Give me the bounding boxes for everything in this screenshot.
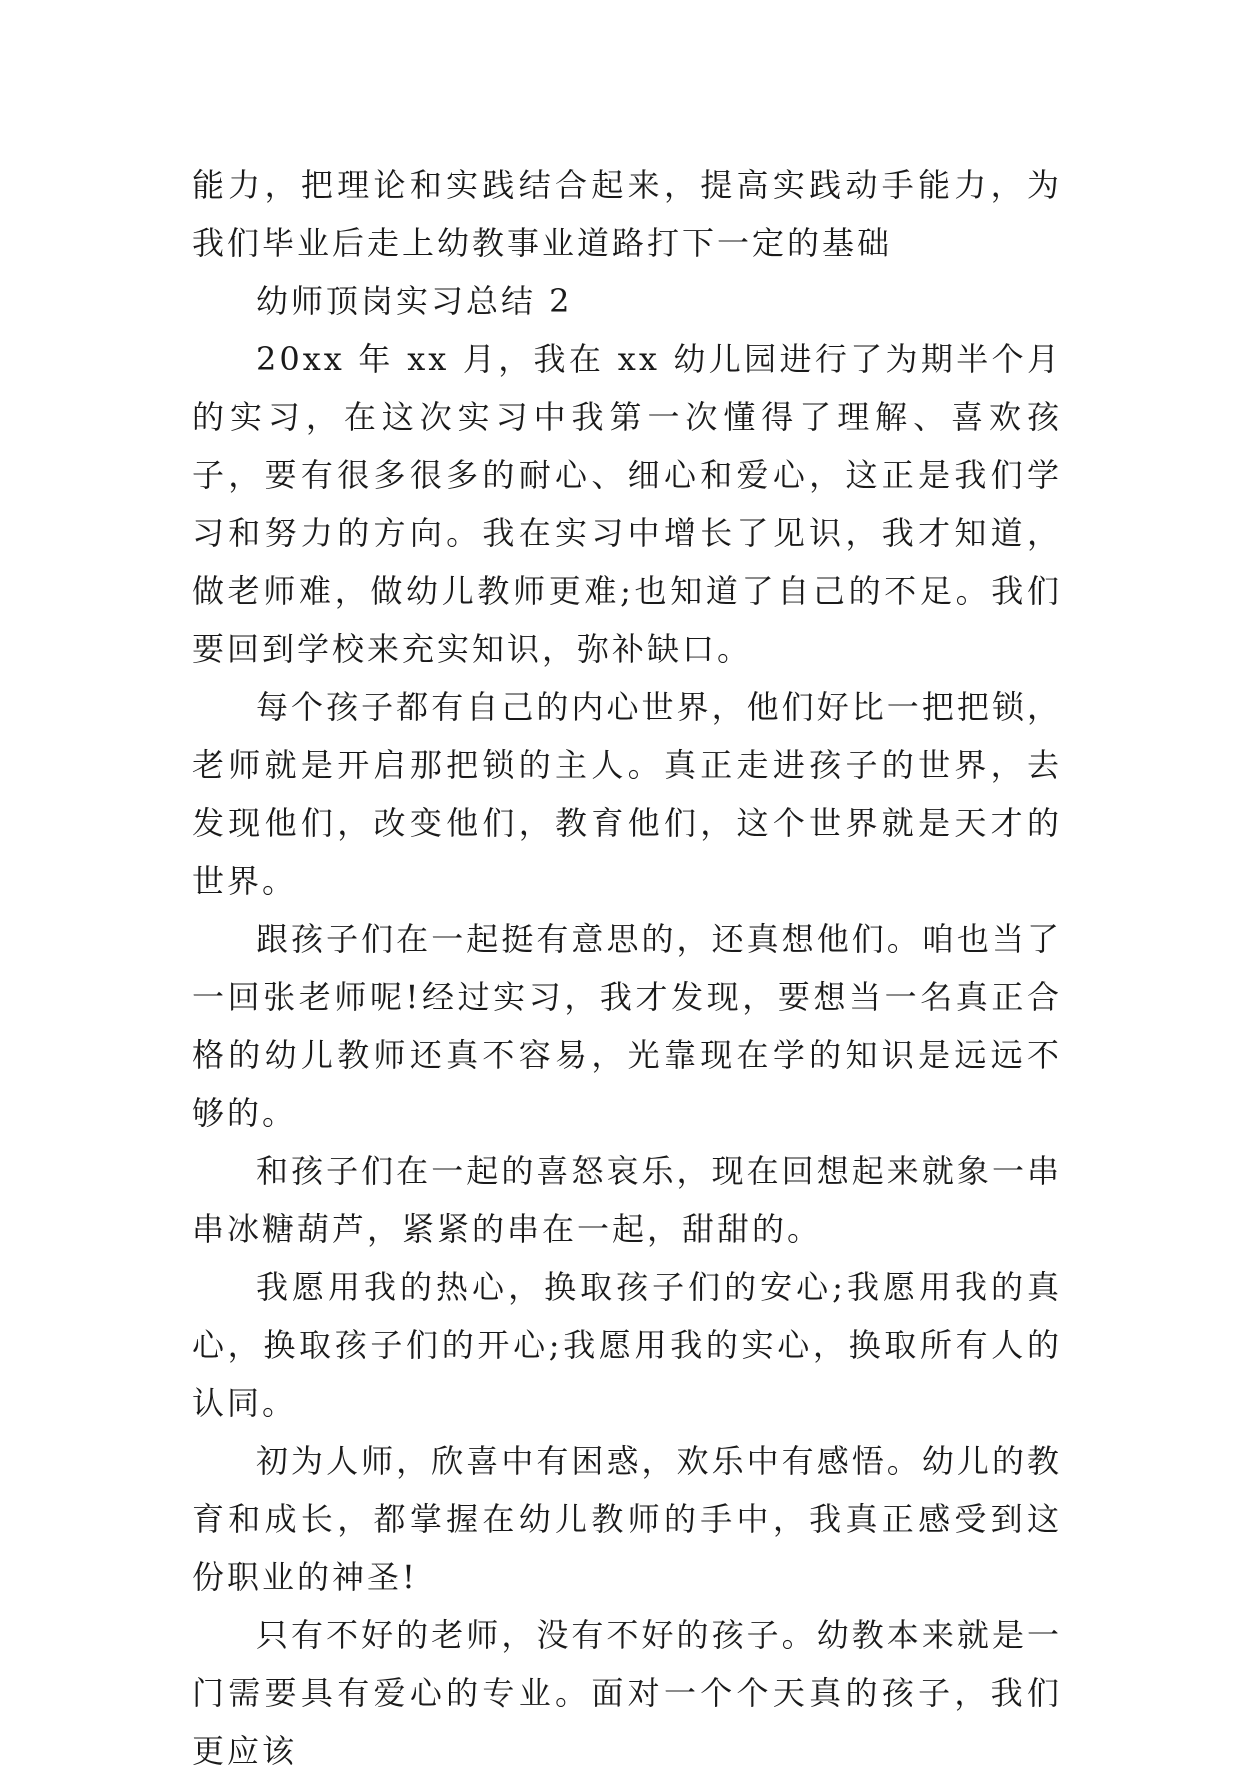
document-body xyxy=(192,156,1062,1780)
paragraph-continuation: 能力，把理论和实践结合起来，提高实践动手能力，为我们毕业后走上幼教事业道路打下一定的基础 xyxy=(192,166,1062,262)
paragraph: 20xx 年 xx 月，我在 xx 幼儿园进行了为期半个月的实习，在这次实习中我第一次懂得了理解、喜欢孩子，要有很多很多的耐心、细心和爱心，这正是我们学习和努力的方向。我在实习中增长了见识，我才知道，做老师难，做幼儿教师更难;也知道了自己的不足。我们要回到学校来充实知识，弥补缺口。 xyxy=(192,340,1062,668)
paragraph: 和孩子们在一起的喜怒哀乐，现在回想起来就象一串串冰糖葫芦，紧紧的串在一起，甜甜的。 xyxy=(192,1152,1062,1248)
paragraph: 初为人师，欣喜中有困惑，欢乐中有感悟。幼儿的教育和成长，都掌握在幼儿教师的手中，我真正感受到这份职业的神圣! xyxy=(192,1442,1062,1596)
paragraph: 只有不好的老师，没有不好的孩子。幼教本来就是一门需要具有爱心的专业。面对一个个天真的孩子，我们更应该 xyxy=(192,1616,1062,1770)
paragraph: 每个孩子都有自己的内心世界，他们好比一把把锁，老师就是开启那把锁的主人。真正走进孩子的世界，去发现他们，改变他们，教育他们，这个世界就是天才的世界。 xyxy=(192,688,1062,900)
paragraph: 跟孩子们在一起挺有意思的，还真想他们。咱也当了一回张老师呢!经过实习，我才发现，要想当一名真正合格的幼儿教师还真不容易，光靠现在学的知识是远远不够的。 xyxy=(192,920,1062,1132)
paragraph: 我愿用我的热心，换取孩子们的安心;我愿用我的真心，换取孩子们的开心;我愿用我的实心，换取所有人的认同。 xyxy=(192,1268,1062,1422)
section-heading: 幼师顶岗实习总结 2 xyxy=(256,282,573,320)
